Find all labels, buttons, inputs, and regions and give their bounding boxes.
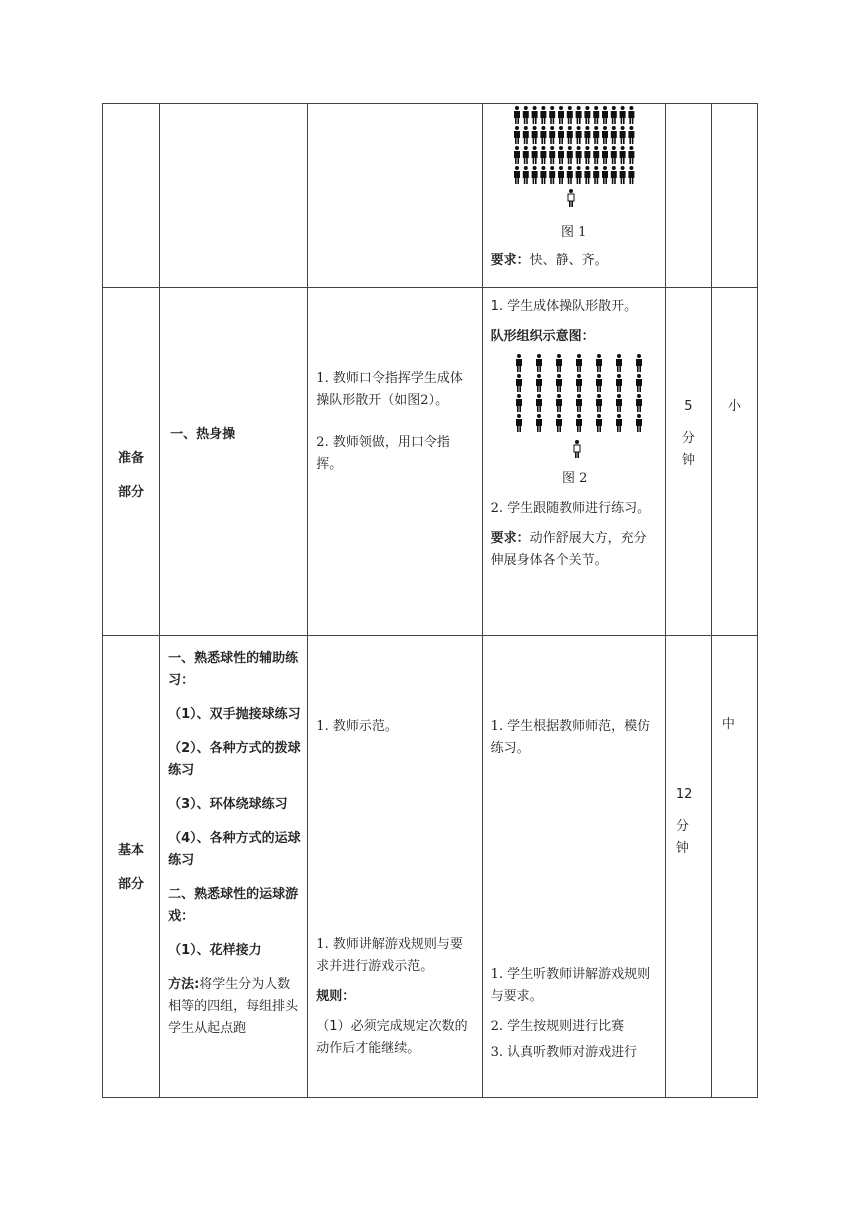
student-figure — [602, 166, 608, 184]
student-figure — [566, 106, 572, 124]
content-cell — [160, 288, 308, 636]
student-figure — [619, 146, 625, 164]
time-value: 12 — [675, 787, 693, 802]
teacher-explain-game: 1. 教师讲解游戏规则与要求并进行游戏示范。 — [316, 937, 463, 974]
time-unit-1: 分 — [675, 819, 689, 834]
student-figure — [616, 394, 622, 412]
student-figure — [593, 106, 599, 124]
content-item-5: （4）、各种方式的运球练习 — [168, 831, 301, 868]
student-figure — [636, 354, 642, 372]
time-unit-1: 分 — [681, 431, 695, 446]
student-figure — [536, 394, 542, 412]
time-cell — [665, 104, 711, 288]
student-figure — [522, 166, 528, 184]
method-label: 方法: — [168, 977, 200, 992]
formation-figure-2 — [491, 352, 660, 464]
student-figure — [636, 394, 642, 412]
content-item-3: （2）、各种方式的拨球练习 — [168, 741, 301, 778]
student-figure — [610, 106, 616, 124]
student-figure — [556, 354, 562, 372]
section-label-line1: 基本 — [118, 843, 145, 858]
student-cell — [482, 636, 665, 1098]
student-figure — [602, 126, 608, 144]
intensity-cell — [711, 636, 757, 1098]
student-figure — [575, 166, 581, 184]
intensity-value: 小 — [727, 399, 741, 414]
time-cell — [665, 288, 711, 636]
student-figure — [522, 126, 528, 144]
student-figure — [584, 166, 590, 184]
teacher-demo: 1. 教师示范。 — [316, 719, 398, 734]
teacher-cell — [308, 636, 482, 1098]
intensity-cell — [711, 288, 757, 636]
requirement-label: 要求： — [490, 531, 530, 546]
requirement-label: 要求： — [490, 253, 530, 268]
student-figure — [556, 414, 562, 432]
section-cell — [103, 104, 160, 288]
student-figure — [584, 106, 590, 124]
student-figure — [636, 374, 642, 392]
content-item-7: （1）、花样接力 — [168, 943, 262, 958]
table-row-preparation — [103, 288, 758, 636]
content-item-4: （3）、环体绕球练习 — [168, 797, 288, 812]
teacher-figure — [568, 189, 574, 207]
requirement-text: 动作舒展大方，充分伸展身体各个关节。 — [490, 531, 647, 568]
student-figure — [576, 414, 582, 432]
table-row-basic — [103, 636, 758, 1098]
student-imitate: 1. 学生根据教师师范，模仿练习。 — [490, 719, 651, 756]
teacher-instruction-1: 1. 教师口令指挥学生成体操队形散开（如图2）。 — [316, 371, 463, 408]
time-cell — [665, 636, 711, 1098]
student-figure — [576, 394, 582, 412]
student-figure — [549, 106, 555, 124]
teacher-figure — [574, 440, 580, 458]
student-figure — [596, 374, 602, 392]
student-figure — [602, 106, 608, 124]
section-label-line1: 准备 — [118, 450, 145, 466]
student-figure — [531, 146, 537, 164]
student-activity-1: 1. 学生成体操队形散开。 — [490, 299, 638, 314]
student-figure — [558, 146, 564, 164]
student-figure — [516, 414, 522, 432]
student-figure — [516, 354, 522, 372]
student-figure — [628, 126, 634, 144]
student-compete: 2. 学生按规则进行比赛 — [490, 1019, 625, 1034]
section-label-line2: 部分 — [118, 484, 145, 500]
student-figure — [610, 146, 616, 164]
student-cell — [482, 104, 665, 288]
figure-caption-1: 图 1 — [560, 225, 587, 240]
rules-label: 规则： — [316, 989, 356, 1004]
content-item-2: （1）、双手抛接球练习 — [168, 707, 301, 722]
student-figure — [566, 146, 572, 164]
student-figure — [514, 146, 520, 164]
time-unit-2: 钟 — [675, 841, 689, 856]
formation-title: 队形组织示意图： — [490, 329, 595, 344]
teacher-cell — [308, 288, 482, 636]
student-figure — [628, 166, 634, 184]
student-figure — [636, 414, 642, 432]
student-figure — [602, 146, 608, 164]
content-item-1: 一、熟悉球性的辅助练习： — [168, 651, 299, 688]
student-figure — [536, 414, 542, 432]
student-figure — [619, 126, 625, 144]
student-figure — [531, 126, 537, 144]
student-figure — [522, 146, 528, 164]
student-figure — [575, 126, 581, 144]
student-figure — [566, 166, 572, 184]
student-figure — [516, 394, 522, 412]
time-unit-2: 钟 — [681, 453, 695, 468]
student-figure — [531, 106, 537, 124]
student-figure — [516, 374, 522, 392]
student-figure — [522, 106, 528, 124]
intensity-value: 中 — [721, 717, 735, 732]
student-figure — [566, 126, 572, 144]
student-figure — [549, 146, 555, 164]
student-figure — [540, 146, 546, 164]
teacher-cell — [308, 104, 482, 288]
student-figure — [558, 166, 564, 184]
student-figure — [576, 374, 582, 392]
student-figure — [558, 126, 564, 144]
student-cell — [482, 288, 665, 636]
figure-caption-2: 图 2 — [561, 471, 588, 486]
student-figure — [575, 106, 581, 124]
student-figure — [619, 166, 625, 184]
student-figure — [584, 146, 590, 164]
section-cell — [103, 636, 160, 1098]
student-figure — [558, 106, 564, 124]
student-figure — [584, 126, 590, 144]
student-figure — [610, 126, 616, 144]
student-figure — [593, 126, 599, 144]
section-label-line2: 部分 — [118, 877, 145, 892]
student-figure — [576, 354, 582, 372]
formation-figure-1 — [483, 104, 666, 216]
student-figure — [628, 106, 634, 124]
intensity-cell — [711, 104, 757, 288]
student-figure — [549, 126, 555, 144]
student-figure — [536, 354, 542, 372]
rules-item-1: （1）必须完成规定次数的动作后才能继续。 — [316, 1019, 468, 1056]
content-item-6: 二、熟悉球性的运球游戏： — [168, 887, 299, 924]
student-figure — [616, 374, 622, 392]
student-figure — [628, 146, 634, 164]
requirement-text: 快、静、齐。 — [529, 253, 608, 268]
section-cell — [103, 288, 160, 636]
student-figure — [556, 394, 562, 412]
student-figure — [540, 106, 546, 124]
student-figure — [596, 414, 602, 432]
time-value: 5 — [684, 399, 693, 414]
student-figure — [616, 354, 622, 372]
student-figure — [593, 146, 599, 164]
student-figure — [610, 166, 616, 184]
lesson-plan-table — [102, 103, 758, 1098]
student-figure — [514, 106, 520, 124]
student-figure — [536, 374, 542, 392]
content-cell — [160, 104, 308, 288]
student-figure — [596, 394, 602, 412]
student-listen-review: 3. 认真听教师对游戏进行 — [490, 1045, 638, 1060]
content-warmup: 一、热身操 — [170, 426, 236, 442]
table-row-formation — [103, 104, 758, 288]
student-figure — [514, 126, 520, 144]
student-figure — [540, 126, 546, 144]
student-figure — [514, 166, 520, 184]
student-figure — [596, 354, 602, 372]
student-figure — [556, 374, 562, 392]
student-figure — [616, 414, 622, 432]
student-figure — [549, 166, 555, 184]
student-figure — [619, 106, 625, 124]
student-figure — [593, 166, 599, 184]
teacher-instruction-2: 2. 教师领做，用口令指挥。 — [316, 435, 450, 472]
content-cell — [160, 636, 308, 1098]
student-activity-2: 2. 学生跟随教师进行练习。 — [490, 501, 651, 516]
student-figure — [575, 146, 581, 164]
method-text: 将学生分为人数相等的四组，每组排头学生从起点跑 — [168, 977, 299, 1036]
student-listen-rules: 1. 学生听教师讲解游戏规则与要求。 — [490, 967, 651, 1004]
student-figure — [540, 166, 546, 184]
student-figure — [531, 166, 537, 184]
